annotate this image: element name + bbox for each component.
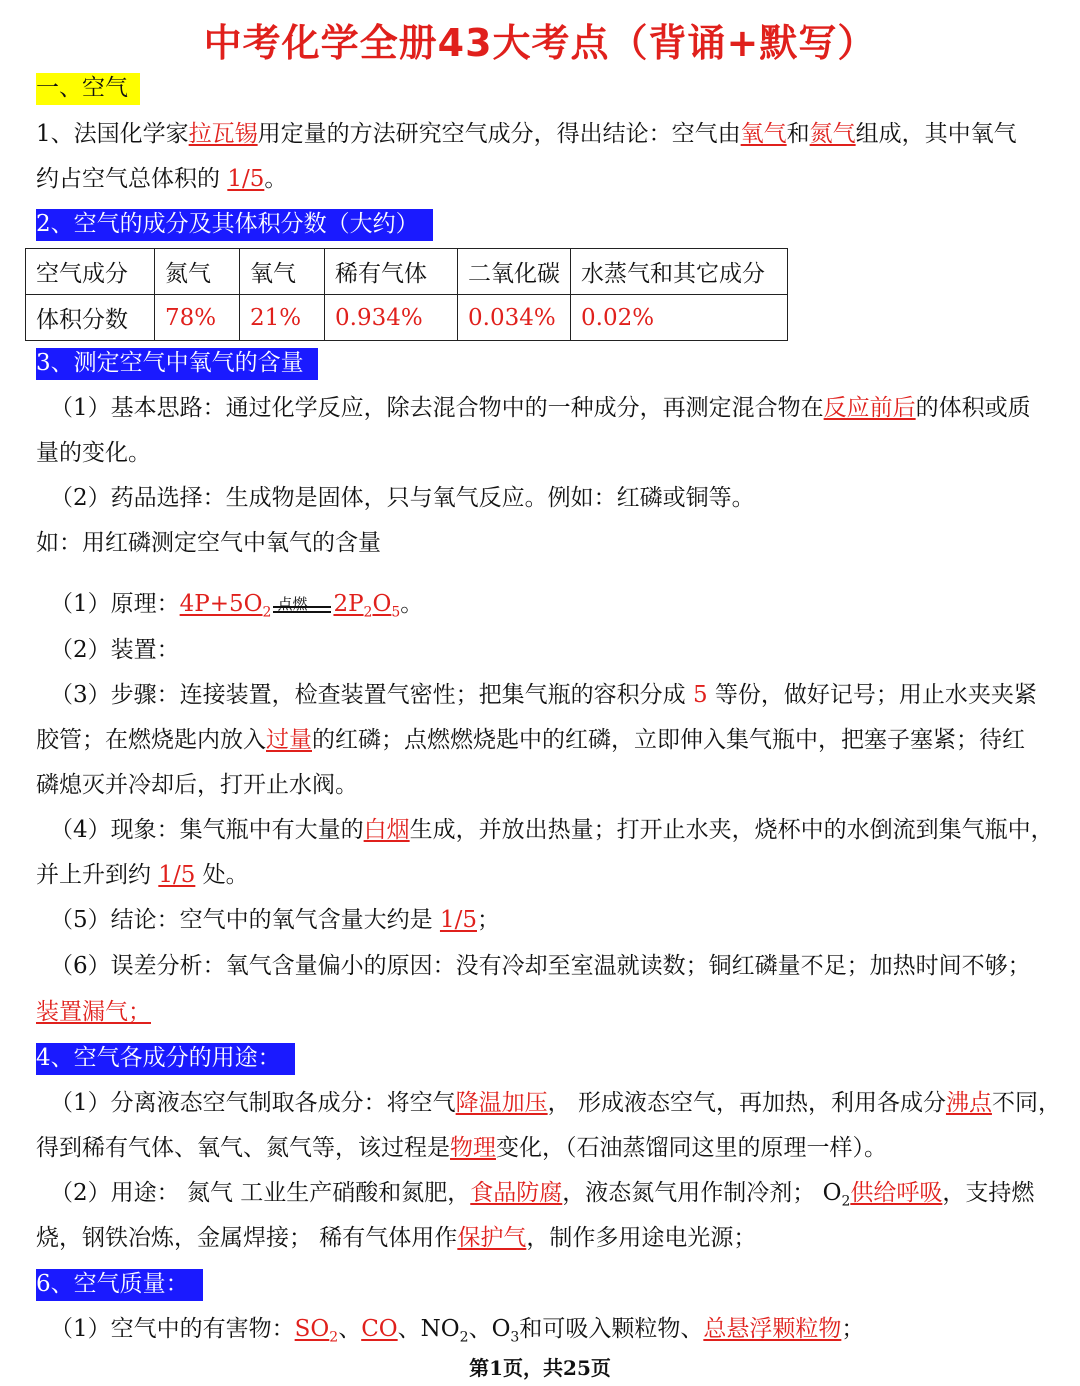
answer-blank: 沸点 (945, 1090, 992, 1116)
text: 烧，钢铁冶炼，金属焊接； 稀有气体用作 (36, 1225, 458, 1251)
paragraph: （6）误差分析：氧气含量偏小的原因：没有冷却至室温就读数；铜红磷量不足；加热时间不够； (50, 953, 1031, 979)
formula: 2P (333, 591, 364, 617)
text: 、O (468, 1316, 511, 1342)
answer-blank: 保护气 (457, 1225, 527, 1251)
paragraph: 如：用红磷测定空气中氧气的含量 (36, 530, 381, 556)
section-heading-air (36, 66, 1036, 111)
text: 变化，（石油蒸馏同这里的原理一样）。 (496, 1135, 887, 1161)
paragraph (36, 112, 1036, 157)
paragraph (36, 853, 1036, 898)
text: 和 (786, 121, 810, 147)
heading-label: 2、空气的成分及其体积分数（大约） (36, 209, 433, 241)
equation-lhs (179, 591, 272, 621)
text: （1）空气中的有害物： (50, 1316, 295, 1342)
answer-blank (294, 1316, 339, 1346)
text: 处。 (195, 862, 249, 888)
subscript: 5 (391, 604, 401, 621)
equation-rhs (333, 591, 401, 621)
section-heading-air-quality (36, 1262, 1036, 1307)
table-cell: 体积分数 (26, 295, 155, 341)
answer-value: 5 (692, 682, 708, 708)
table-cell: 氮气 (155, 249, 240, 295)
answer-blank: 1/5 (439, 907, 477, 933)
text: 和可吸入颗粒物、 (519, 1316, 704, 1342)
paragraph: （2）装置： (50, 637, 180, 663)
paragraph: 磷熄灭并冷却后，打开止水阀。 (36, 772, 358, 798)
text: ，支持燃 (942, 1180, 1035, 1206)
text: （1）分离液态空气制取各成分：将空气 (50, 1090, 456, 1116)
paragraph (50, 386, 1050, 431)
table-row (26, 295, 788, 341)
page-number: 第1页，共25页 (469, 1356, 611, 1380)
answer-blank: 总悬浮颗粒物 (703, 1316, 842, 1342)
table-cell: 0.034% (458, 295, 571, 341)
text: 的体积或质 (915, 395, 1031, 421)
answer-blank: 白烟 (363, 817, 410, 843)
subscript: 2 (363, 604, 373, 621)
subscript: 2 (262, 604, 272, 621)
text: 1、法国化学家 (36, 121, 189, 147)
text: 用定量的方法研究空气成分，得出结论：空气由 (257, 121, 741, 147)
table-row (26, 249, 788, 295)
text: （3）步骤：连接装置，检查装置气密性；把集气瓶的容积分成 (50, 682, 693, 708)
page-title: 中考化学全册43大考点（背诵+默写） (203, 21, 877, 65)
table-cell: 二氧化碳 (458, 249, 571, 295)
paragraph (50, 673, 1050, 718)
table-cell: 78% (155, 295, 240, 341)
subscript: 2 (459, 1329, 469, 1346)
answer-blank: 降温加压 (455, 1090, 548, 1116)
text: 等份，做好记号；用止水夹夹紧 (707, 682, 1037, 708)
paragraph (36, 157, 1036, 202)
answer-blank: 氧气 (740, 121, 787, 147)
text: 、NO (397, 1316, 460, 1342)
reaction-arrow (273, 590, 331, 620)
reaction-condition: 点燃 (277, 595, 308, 613)
paragraph (36, 1216, 1036, 1261)
answer-blank: 氮气 (809, 121, 856, 147)
paragraph (50, 808, 1054, 853)
paragraph (36, 1126, 1036, 1171)
table-cell: 氧气 (240, 249, 325, 295)
table-cell: 0.934% (325, 295, 458, 341)
text: ， 形成液态空气，再加热，利用各成分 (547, 1090, 946, 1116)
paragraph (50, 1081, 1061, 1126)
text: ，液态氮气用作制冷剂； O (562, 1180, 842, 1206)
answer-blank: 过量 (266, 727, 312, 753)
text: （5）结论：空气中的氧气含量大约是 (50, 907, 440, 933)
text: （1）原理： (50, 591, 180, 617)
text: 得到稀有气体、氧气、氮气等，该过程是 (36, 1135, 450, 1161)
text: （1）基本思路：通过化学反应，除去混合物中的一种成分，再测定混合物在 (50, 395, 824, 421)
answer-blank: 供给呼吸 (850, 1180, 943, 1206)
paragraph (50, 898, 1050, 943)
paragraph (36, 718, 1036, 763)
table-cell: 水蒸气和其它成分 (571, 249, 788, 295)
answer-blank: 1/5 (158, 862, 196, 888)
table-cell: 空气成分 (26, 249, 155, 295)
heading-label: 3、测定空气中氧气的含量 (36, 348, 318, 380)
answer-blank: 1/5 (227, 166, 265, 192)
text: 生成，并放出热量；打开止水夹，烧杯中的水倒流到集气瓶中， (409, 817, 1054, 843)
table-cell: 0.02% (571, 295, 788, 341)
text: ，制作多用途电光源； (526, 1225, 757, 1251)
text: 约占空气总体积的 (36, 166, 228, 192)
subscript: 3 (510, 1329, 520, 1346)
subscript: 2 (841, 1193, 851, 1210)
text: 组成，其中氧气 (855, 121, 1017, 147)
paragraph (36, 990, 1036, 1035)
paragraph: （2）药品选择：生成物是固体，只与氧气反应。例如：红磷或铜等。 (50, 485, 755, 511)
text: 。 (264, 166, 288, 192)
air-composition-table (25, 248, 788, 341)
text: （2）用途： 氮气 工业生产硝酸和氮肥， (50, 1180, 471, 1206)
section-heading-uses (36, 1036, 1036, 1081)
text: （4）现象：集气瓶中有大量的 (50, 817, 364, 843)
paragraph: 量的变化。 (36, 440, 151, 466)
text: 胶管；在燃烧匙内放入 (36, 727, 266, 753)
answer-blank: 装置漏气； (36, 999, 151, 1025)
answer-blank: 拉瓦锡 (188, 121, 258, 147)
text: 。 (400, 591, 424, 617)
answer-blank: 食品防腐 (470, 1180, 563, 1206)
answer-blank: 物理 (450, 1135, 496, 1161)
formula: SO (294, 1316, 330, 1342)
text: ； (841, 1316, 865, 1342)
answer-blank: 反应前后 (823, 395, 916, 421)
subscript: 2 (329, 1329, 339, 1346)
text: 、 (338, 1316, 362, 1342)
section-heading-composition (36, 202, 1036, 247)
heading-label: 一、空气 (36, 73, 140, 105)
formula: 4P+5O (179, 591, 263, 617)
answer-blank: CO (361, 1316, 398, 1342)
heading-label: 6、空气质量： (36, 1269, 203, 1301)
table-cell: 21% (240, 295, 325, 341)
formula: O (372, 591, 392, 617)
text: 不同， (991, 1090, 1061, 1116)
text: 并上升到约 (36, 862, 159, 888)
text: 的红磷；点燃燃烧匙中的红磷，立即伸入集气瓶中，把塞子塞紧；待红 (312, 727, 1025, 753)
heading-label: 4、空气各成分的用途： (36, 1043, 295, 1075)
text: ； (476, 907, 500, 933)
table-cell: 稀有气体 (325, 249, 458, 295)
section-heading-oxygen-content (36, 341, 1036, 386)
